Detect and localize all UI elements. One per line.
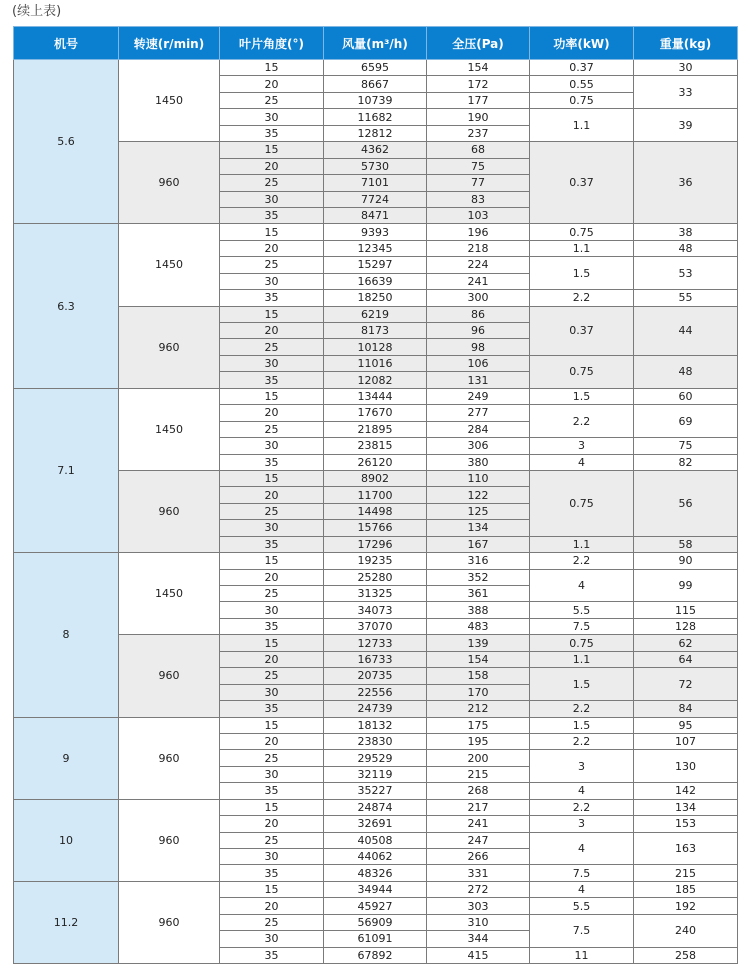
table-row <box>14 388 738 404</box>
power-cell: 0.75 <box>530 355 634 388</box>
pressure-cell: 177 <box>427 92 530 108</box>
pressure-cell: 167 <box>427 536 530 552</box>
table-row <box>14 553 738 569</box>
weight-cell: 48 <box>634 355 738 388</box>
weight-cell: 58 <box>634 536 738 552</box>
angle-cell: 15 <box>220 60 324 76</box>
pressure-cell: 268 <box>427 783 530 799</box>
airflow-cell: 7101 <box>324 175 427 191</box>
speed-cell: 960 <box>119 799 220 881</box>
angle-cell: 15 <box>220 388 324 404</box>
angle-cell: 15 <box>220 224 324 240</box>
airflow-cell: 22556 <box>324 684 427 700</box>
airflow-cell: 7724 <box>324 191 427 207</box>
weight-cell: 55 <box>634 290 738 306</box>
angle-cell: 35 <box>220 290 324 306</box>
pressure-cell: 303 <box>427 898 530 914</box>
speed-cell: 960 <box>119 881 220 963</box>
pressure-cell: 195 <box>427 733 530 749</box>
speed-cell: 1450 <box>119 553 220 635</box>
angle-cell: 15 <box>220 142 324 158</box>
power-cell: 1.5 <box>530 717 634 733</box>
header-model: 机号 <box>14 27 119 60</box>
airflow-cell: 67892 <box>324 947 427 963</box>
airflow-cell: 11700 <box>324 487 427 503</box>
power-cell: 3 <box>530 750 634 783</box>
airflow-cell: 10739 <box>324 92 427 108</box>
power-cell: 0.75 <box>530 92 634 108</box>
pressure-cell: 415 <box>427 947 530 963</box>
airflow-cell: 19235 <box>324 553 427 569</box>
angle-cell: 35 <box>220 618 324 634</box>
angle-cell: 20 <box>220 733 324 749</box>
pressure-cell: 306 <box>427 438 530 454</box>
model-cell: 9 <box>14 717 119 799</box>
power-cell: 0.55 <box>530 76 634 92</box>
airflow-cell: 31325 <box>324 586 427 602</box>
airflow-cell: 15766 <box>324 520 427 536</box>
pressure-cell: 75 <box>427 158 530 174</box>
speed-cell: 960 <box>119 306 220 388</box>
table-row <box>14 142 738 158</box>
pressure-cell: 212 <box>427 701 530 717</box>
angle-cell: 30 <box>220 602 324 618</box>
pressure-cell: 249 <box>427 388 530 404</box>
pressure-cell: 190 <box>427 109 530 125</box>
header-power: 功率(kW) <box>530 27 634 60</box>
airflow-cell: 26120 <box>324 454 427 470</box>
table-row <box>14 717 738 733</box>
airflow-cell: 15297 <box>324 257 427 273</box>
angle-cell: 35 <box>220 947 324 963</box>
airflow-cell: 32691 <box>324 816 427 832</box>
power-cell: 4 <box>530 832 634 865</box>
pressure-cell: 352 <box>427 569 530 585</box>
weight-cell: 36 <box>634 142 738 224</box>
power-cell: 2.2 <box>530 553 634 569</box>
angle-cell: 35 <box>220 372 324 388</box>
table-row <box>14 224 738 240</box>
weight-cell: 53 <box>634 257 738 290</box>
pressure-cell: 344 <box>427 931 530 947</box>
weight-cell: 128 <box>634 618 738 634</box>
airflow-cell: 32119 <box>324 766 427 782</box>
pressure-cell: 175 <box>427 717 530 733</box>
angle-cell: 20 <box>220 898 324 914</box>
angle-cell: 15 <box>220 881 324 897</box>
power-cell: 2.2 <box>530 290 634 306</box>
header-weight: 重量(kg) <box>634 27 738 60</box>
airflow-cell: 20735 <box>324 668 427 684</box>
airflow-cell: 12345 <box>324 240 427 256</box>
speed-cell: 1450 <box>119 60 220 142</box>
airflow-cell: 44062 <box>324 849 427 865</box>
speed-cell: 960 <box>119 717 220 799</box>
table-caption: (续上表) <box>12 4 62 19</box>
angle-cell: 35 <box>220 865 324 881</box>
angle-cell: 15 <box>220 470 324 486</box>
pressure-cell: 77 <box>427 175 530 191</box>
angle-cell: 25 <box>220 421 324 437</box>
weight-cell: 72 <box>634 668 738 701</box>
weight-cell: 134 <box>634 799 738 815</box>
angle-cell: 20 <box>220 651 324 667</box>
table-row <box>14 881 738 897</box>
angle-cell: 15 <box>220 717 324 733</box>
airflow-cell: 24874 <box>324 799 427 815</box>
power-cell: 1.5 <box>530 388 634 404</box>
pressure-cell: 83 <box>427 191 530 207</box>
airflow-cell: 35227 <box>324 783 427 799</box>
weight-cell: 64 <box>634 651 738 667</box>
angle-cell: 25 <box>220 92 324 108</box>
angle-cell: 30 <box>220 684 324 700</box>
weight-cell: 56 <box>634 470 738 536</box>
weight-cell: 258 <box>634 947 738 963</box>
angle-cell: 25 <box>220 339 324 355</box>
power-cell: 0.75 <box>530 224 634 240</box>
angle-cell: 25 <box>220 257 324 273</box>
pressure-cell: 131 <box>427 372 530 388</box>
pressure-cell: 196 <box>427 224 530 240</box>
weight-cell: 75 <box>634 438 738 454</box>
airflow-cell: 13444 <box>324 388 427 404</box>
angle-cell: 25 <box>220 750 324 766</box>
pressure-cell: 200 <box>427 750 530 766</box>
power-cell: 1.1 <box>530 651 634 667</box>
pressure-cell: 483 <box>427 618 530 634</box>
weight-cell: 60 <box>634 388 738 404</box>
header-angle: 叶片角度(°) <box>220 27 324 60</box>
weight-cell: 82 <box>634 454 738 470</box>
power-cell: 1.1 <box>530 536 634 552</box>
pressure-cell: 361 <box>427 586 530 602</box>
weight-cell: 30 <box>634 60 738 76</box>
pressure-cell: 172 <box>427 76 530 92</box>
power-cell: 0.37 <box>530 60 634 76</box>
airflow-cell: 34944 <box>324 881 427 897</box>
angle-cell: 25 <box>220 914 324 930</box>
pressure-cell: 122 <box>427 487 530 503</box>
weight-cell: 130 <box>634 750 738 783</box>
table-row <box>14 799 738 815</box>
angle-cell: 20 <box>220 816 324 832</box>
pressure-cell: 300 <box>427 290 530 306</box>
weight-cell: 163 <box>634 832 738 865</box>
airflow-cell: 10128 <box>324 339 427 355</box>
weight-cell: 115 <box>634 602 738 618</box>
speed-cell: 960 <box>119 470 220 552</box>
angle-cell: 20 <box>220 240 324 256</box>
power-cell: 4 <box>530 569 634 602</box>
pressure-cell: 218 <box>427 240 530 256</box>
angle-cell: 25 <box>220 175 324 191</box>
power-cell: 2.2 <box>530 799 634 815</box>
weight-cell: 95 <box>634 717 738 733</box>
weight-cell: 48 <box>634 240 738 256</box>
pressure-cell: 139 <box>427 635 530 651</box>
weight-cell: 185 <box>634 881 738 897</box>
pressure-cell: 310 <box>427 914 530 930</box>
pressure-cell: 96 <box>427 323 530 339</box>
power-cell: 2.2 <box>530 405 634 438</box>
model-cell: 5.6 <box>14 60 119 224</box>
power-cell: 11 <box>530 947 634 963</box>
weight-cell: 38 <box>634 224 738 240</box>
pressure-cell: 316 <box>427 553 530 569</box>
power-cell: 1.1 <box>530 240 634 256</box>
angle-cell: 30 <box>220 520 324 536</box>
angle-cell: 20 <box>220 76 324 92</box>
angle-cell: 15 <box>220 553 324 569</box>
power-cell: 0.37 <box>530 306 634 355</box>
angle-cell: 35 <box>220 536 324 552</box>
airflow-cell: 18250 <box>324 290 427 306</box>
angle-cell: 25 <box>220 832 324 848</box>
airflow-cell: 24739 <box>324 701 427 717</box>
angle-cell: 25 <box>220 668 324 684</box>
power-cell: 4 <box>530 454 634 470</box>
pressure-cell: 98 <box>427 339 530 355</box>
angle-cell: 30 <box>220 109 324 125</box>
power-cell: 4 <box>530 783 634 799</box>
pressure-cell: 154 <box>427 651 530 667</box>
weight-cell: 192 <box>634 898 738 914</box>
airflow-cell: 8173 <box>324 323 427 339</box>
model-cell: 10 <box>14 799 119 881</box>
weight-cell: 39 <box>634 109 738 142</box>
speed-cell: 1450 <box>119 224 220 306</box>
airflow-cell: 25280 <box>324 569 427 585</box>
power-cell: 1.5 <box>530 257 634 290</box>
weight-cell: 99 <box>634 569 738 602</box>
pressure-cell: 106 <box>427 355 530 371</box>
weight-cell: 90 <box>634 553 738 569</box>
airflow-cell: 8902 <box>324 470 427 486</box>
pressure-cell: 247 <box>427 832 530 848</box>
weight-cell: 44 <box>634 306 738 355</box>
model-cell: 8 <box>14 553 119 717</box>
weight-cell: 62 <box>634 635 738 651</box>
pressure-cell: 266 <box>427 849 530 865</box>
airflow-cell: 21895 <box>324 421 427 437</box>
pressure-cell: 272 <box>427 881 530 897</box>
pressure-cell: 277 <box>427 405 530 421</box>
pressure-cell: 388 <box>427 602 530 618</box>
angle-cell: 35 <box>220 783 324 799</box>
airflow-cell: 5730 <box>324 158 427 174</box>
header-pressure: 全压(Pa) <box>427 27 530 60</box>
power-cell: 0.75 <box>530 470 634 536</box>
speed-cell: 1450 <box>119 388 220 470</box>
power-cell: 7.5 <box>530 865 634 881</box>
angle-cell: 35 <box>220 125 324 141</box>
airflow-cell: 8471 <box>324 207 427 223</box>
angle-cell: 30 <box>220 766 324 782</box>
airflow-cell: 17670 <box>324 405 427 421</box>
airflow-cell: 29529 <box>324 750 427 766</box>
pressure-cell: 103 <box>427 207 530 223</box>
airflow-cell: 48326 <box>324 865 427 881</box>
header-row <box>14 27 738 60</box>
power-cell: 7.5 <box>530 914 634 947</box>
angle-cell: 20 <box>220 487 324 503</box>
angle-cell: 25 <box>220 503 324 519</box>
angle-cell: 35 <box>220 454 324 470</box>
pressure-cell: 86 <box>427 306 530 322</box>
angle-cell: 30 <box>220 273 324 289</box>
model-cell: 6.3 <box>14 224 119 388</box>
pressure-cell: 215 <box>427 766 530 782</box>
airflow-cell: 23830 <box>324 733 427 749</box>
airflow-cell: 8667 <box>324 76 427 92</box>
airflow-cell: 12733 <box>324 635 427 651</box>
angle-cell: 15 <box>220 306 324 322</box>
weight-cell: 142 <box>634 783 738 799</box>
angle-cell: 15 <box>220 635 324 651</box>
weight-cell: 84 <box>634 701 738 717</box>
airflow-cell: 14498 <box>324 503 427 519</box>
pressure-cell: 284 <box>427 421 530 437</box>
pressure-cell: 68 <box>427 142 530 158</box>
table-row <box>14 306 738 322</box>
pressure-cell: 125 <box>427 503 530 519</box>
angle-cell: 35 <box>220 701 324 717</box>
airflow-cell: 18132 <box>324 717 427 733</box>
angle-cell: 25 <box>220 586 324 602</box>
angle-cell: 30 <box>220 191 324 207</box>
angle-cell: 20 <box>220 405 324 421</box>
weight-cell: 153 <box>634 816 738 832</box>
pressure-cell: 134 <box>427 520 530 536</box>
angle-cell: 35 <box>220 207 324 223</box>
pressure-cell: 380 <box>427 454 530 470</box>
airflow-cell: 16733 <box>324 651 427 667</box>
airflow-cell: 16639 <box>324 273 427 289</box>
fan-spec-table <box>13 26 738 964</box>
angle-cell: 30 <box>220 931 324 947</box>
airflow-cell: 11682 <box>324 109 427 125</box>
weight-cell: 240 <box>634 914 738 947</box>
angle-cell: 20 <box>220 158 324 174</box>
angle-cell: 15 <box>220 799 324 815</box>
power-cell: 2.2 <box>530 701 634 717</box>
airflow-cell: 4362 <box>324 142 427 158</box>
airflow-cell: 37070 <box>324 618 427 634</box>
pressure-cell: 154 <box>427 60 530 76</box>
airflow-cell: 12082 <box>324 372 427 388</box>
model-cell: 7.1 <box>14 388 119 552</box>
power-cell: 1.1 <box>530 109 634 142</box>
pressure-cell: 241 <box>427 273 530 289</box>
pressure-cell: 158 <box>427 668 530 684</box>
pressure-cell: 241 <box>427 816 530 832</box>
angle-cell: 20 <box>220 569 324 585</box>
header-airflow: 风量(m³/h) <box>324 27 427 60</box>
pressure-cell: 170 <box>427 684 530 700</box>
airflow-cell: 17296 <box>324 536 427 552</box>
weight-cell: 215 <box>634 865 738 881</box>
power-cell: 5.5 <box>530 898 634 914</box>
pressure-cell: 331 <box>427 865 530 881</box>
weight-cell: 107 <box>634 733 738 749</box>
table-row <box>14 60 738 76</box>
weight-cell: 33 <box>634 76 738 109</box>
table-row <box>14 635 738 651</box>
airflow-cell: 6219 <box>324 306 427 322</box>
airflow-cell: 56909 <box>324 914 427 930</box>
power-cell: 4 <box>530 881 634 897</box>
airflow-cell: 61091 <box>324 931 427 947</box>
power-cell: 7.5 <box>530 618 634 634</box>
power-cell: 5.5 <box>530 602 634 618</box>
table-body <box>14 60 738 964</box>
airflow-cell: 12812 <box>324 125 427 141</box>
speed-cell: 960 <box>119 142 220 224</box>
airflow-cell: 45927 <box>324 898 427 914</box>
header-speed: 转速(r/min) <box>119 27 220 60</box>
airflow-cell: 40508 <box>324 832 427 848</box>
angle-cell: 30 <box>220 355 324 371</box>
pressure-cell: 217 <box>427 799 530 815</box>
airflow-cell: 6595 <box>324 60 427 76</box>
power-cell: 3 <box>530 438 634 454</box>
angle-cell: 30 <box>220 438 324 454</box>
airflow-cell: 23815 <box>324 438 427 454</box>
airflow-cell: 9393 <box>324 224 427 240</box>
power-cell: 0.75 <box>530 635 634 651</box>
power-cell: 1.5 <box>530 668 634 701</box>
pressure-cell: 237 <box>427 125 530 141</box>
pressure-cell: 110 <box>427 470 530 486</box>
pressure-cell: 224 <box>427 257 530 273</box>
airflow-cell: 11016 <box>324 355 427 371</box>
power-cell: 0.37 <box>530 142 634 224</box>
speed-cell: 960 <box>119 635 220 717</box>
model-cell: 11.2 <box>14 881 119 963</box>
airflow-cell: 34073 <box>324 602 427 618</box>
angle-cell: 20 <box>220 323 324 339</box>
weight-cell: 69 <box>634 405 738 438</box>
power-cell: 2.2 <box>530 733 634 749</box>
angle-cell: 30 <box>220 849 324 865</box>
table-row <box>14 470 738 486</box>
power-cell: 3 <box>530 816 634 832</box>
